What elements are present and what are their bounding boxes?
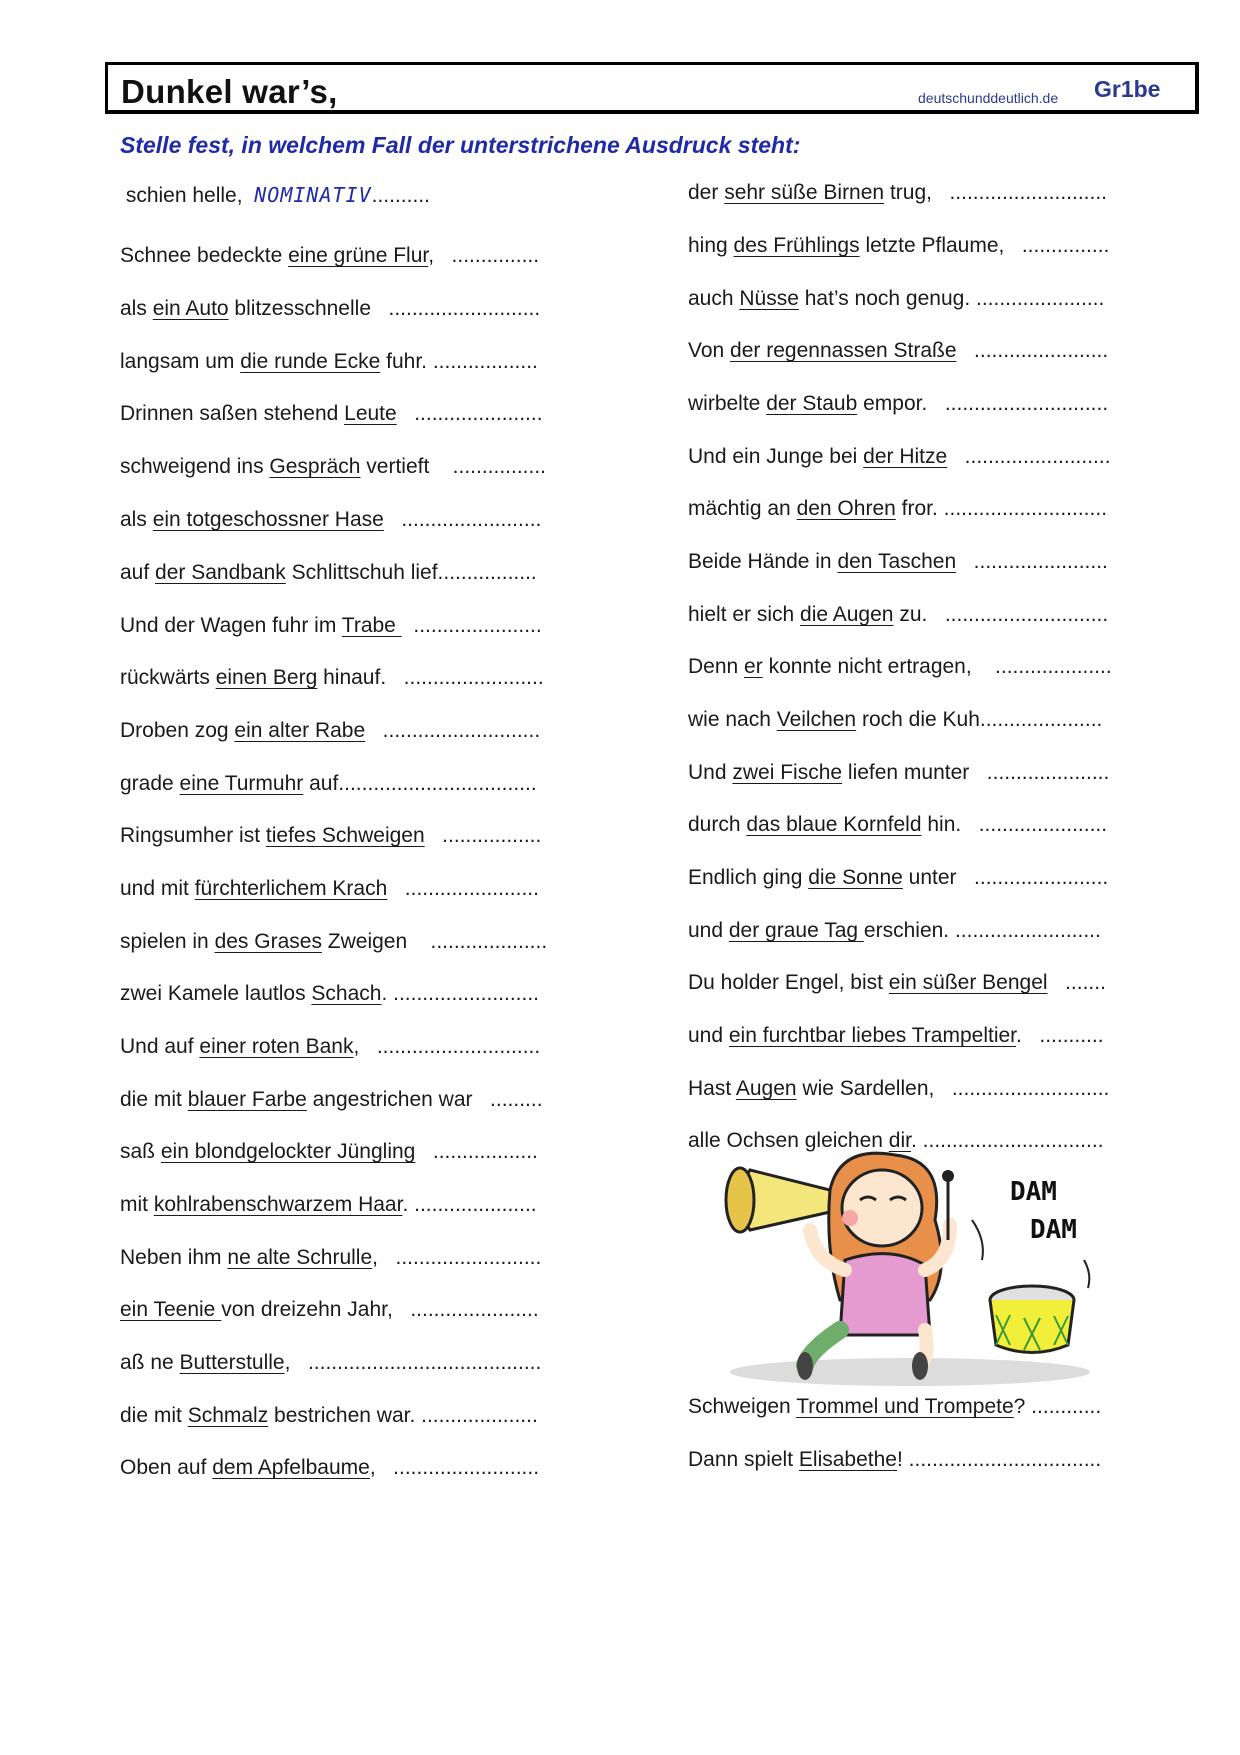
line-text: Und ein Junge bei	[688, 445, 864, 468]
line-text: spielen in	[120, 930, 215, 953]
worksheet-line	[688, 181, 1107, 205]
line-text: Zweigen ....................	[321, 930, 548, 953]
underlined-expression: einen Berg	[215, 666, 318, 689]
worksheet-line	[120, 824, 541, 848]
underlined-expression: ein alter Rabe	[234, 719, 366, 742]
line-text: ! .................................	[896, 1448, 1102, 1471]
underlined-expression: zwei Fische	[732, 761, 843, 784]
worksheet-line	[120, 455, 546, 479]
underlined-expression: Trabe	[341, 614, 402, 637]
line-text: alle Ochsen gleichen	[688, 1129, 889, 1152]
line-text: , ........................................	[284, 1351, 542, 1374]
worksheet-line	[120, 1404, 538, 1428]
line-text: saß	[120, 1140, 161, 1163]
worksheet-line	[688, 1024, 1104, 1048]
worksheet-line	[688, 813, 1107, 837]
line-text: wie Sardellen, ...........................	[796, 1077, 1110, 1100]
line-text: Hast	[688, 1077, 736, 1100]
line-text: mit	[120, 1193, 154, 1216]
underlined-expression: eine Turmuhr	[179, 772, 304, 795]
underlined-expression: ein totgeschossner Hase	[152, 508, 384, 531]
worksheet-line	[120, 1351, 541, 1375]
worksheet-line	[120, 350, 538, 374]
worksheet-header	[105, 62, 1199, 114]
line-text: trug, ...........................	[884, 181, 1107, 204]
underlined-expression: er	[744, 655, 763, 678]
line-text: . ...........	[1016, 1024, 1104, 1047]
line-text: schien helle,	[120, 184, 255, 207]
line-text: und	[688, 919, 729, 942]
line-text: als	[120, 297, 153, 320]
underlined-expression: Elisabethe	[798, 1448, 897, 1471]
worksheet-line	[688, 550, 1108, 574]
worksheet-line	[688, 603, 1108, 627]
line-text: blitzesschnelle ..........................	[228, 297, 541, 320]
worksheet-line	[120, 1035, 540, 1059]
line-text: , ............................	[353, 1035, 541, 1058]
line-text: Droben zog	[120, 719, 235, 742]
line-text: Und auf	[120, 1035, 200, 1058]
underlined-expression: Trommel und Trompete	[796, 1395, 1014, 1418]
underlined-expression: blauer Farbe	[187, 1088, 307, 1111]
underlined-expression: des Grases	[214, 930, 322, 953]
line-text: auf..................................	[303, 772, 537, 795]
line-text: , .........................	[372, 1246, 542, 1269]
worksheet-line	[688, 761, 1109, 785]
underlined-expression: die Sonne	[808, 866, 903, 889]
line-text: ? ............	[1013, 1395, 1102, 1418]
line-text: .........................	[947, 445, 1111, 468]
underlined-expression: des Frühlings	[733, 234, 860, 257]
line-text: , ...............	[428, 244, 540, 267]
line-text: langsam um	[120, 350, 241, 373]
worksheet-line	[688, 1395, 1101, 1419]
worksheet-line	[120, 402, 543, 426]
worksheet-line	[120, 297, 540, 321]
example-answer: NOMINATIV	[254, 183, 372, 207]
line-text: ..........	[371, 184, 430, 207]
underlined-expression: sehr süße Birnen	[724, 181, 885, 204]
line-text: Ringsumher ist	[120, 824, 266, 847]
line-text: , .........................	[369, 1456, 540, 1479]
line-text: . .........................	[381, 982, 539, 1005]
line-text: konnte nicht ertragen, ....................	[762, 655, 1112, 678]
line-text: von dreizehn Jahr, ......................	[221, 1298, 539, 1321]
line-text: ......................	[396, 402, 543, 425]
line-text: empor. ............................	[857, 392, 1109, 415]
underlined-expression: eine grüne Flur	[288, 244, 429, 267]
line-text: zwei Kamele lautlos	[120, 982, 312, 1005]
worksheet-line	[120, 719, 540, 743]
dam-sound-2: DAM	[1030, 1215, 1077, 1245]
underlined-expression: der regennassen Straße	[730, 339, 957, 362]
line-text: ......................	[401, 614, 542, 637]
worksheet-line	[688, 497, 1107, 521]
underlined-expression: ne alte Schrulle	[227, 1246, 373, 1269]
line-text: liefen munter .....................	[842, 761, 1110, 784]
underlined-expression: den Taschen	[837, 550, 957, 573]
line-text: Und der Wagen fuhr im	[120, 614, 342, 637]
worksheet-line	[688, 655, 1112, 679]
underlined-expression: das blaue Kornfeld	[746, 813, 922, 836]
worksheet-line	[688, 919, 1101, 943]
underlined-expression: dem Apfelbaume	[212, 1456, 370, 1479]
worksheet-line	[120, 1193, 537, 1217]
underlined-expression: der Sandbank	[155, 561, 286, 584]
line-text: Oben auf	[120, 1456, 213, 1479]
underlined-expression: der graue Tag	[728, 919, 864, 942]
worksheet-line	[688, 234, 1109, 258]
line-text: durch	[688, 813, 747, 836]
line-text: grade	[120, 772, 180, 795]
worksheet-line	[120, 1456, 539, 1480]
underlined-expression: Schmalz	[187, 1404, 269, 1427]
line-text: fror. ............................	[895, 497, 1108, 520]
worksheet-line	[120, 244, 539, 268]
line-text: letzte Pflaume, ...............	[859, 234, 1110, 257]
worksheet-line	[120, 772, 537, 796]
line-text: hielt er sich	[688, 603, 801, 626]
worksheet-line	[688, 392, 1108, 416]
line-text: bestrichen war. ....................	[268, 1404, 538, 1427]
line-text: auf	[120, 561, 156, 584]
girl-with-trumpet-and-drum-illustration	[710, 1150, 1130, 1390]
line-text: und	[688, 1024, 729, 1047]
line-text: die mit	[120, 1088, 188, 1111]
underlined-expression: die Augen	[800, 603, 894, 626]
underlined-expression: ein furchtbar liebes Trampeltier	[728, 1024, 1017, 1047]
line-text: Endlich ging	[688, 866, 809, 889]
worksheet-line	[688, 866, 1108, 890]
underlined-expression: Schach	[311, 982, 382, 1005]
line-text: Und	[688, 761, 733, 784]
line-text: Schnee bedeckte	[120, 244, 289, 267]
line-text: schweigend ins	[120, 455, 270, 478]
worksheet-line	[120, 1246, 541, 1270]
line-text: .......................	[956, 550, 1108, 573]
line-text: aß ne	[120, 1351, 180, 1374]
line-text: ..................	[415, 1140, 538, 1163]
underlined-expression: Leute	[344, 402, 397, 425]
underlined-expression: Augen	[735, 1077, 797, 1100]
line-text: .................	[424, 824, 542, 847]
worksheet-line	[120, 1088, 543, 1112]
worksheet-line	[688, 708, 1102, 732]
line-text: der	[688, 181, 725, 204]
line-text: angestrichen war .........	[306, 1088, 543, 1111]
line-text: vertieft ................	[360, 455, 547, 478]
worksheet-line	[120, 1140, 538, 1164]
worksheet-line	[688, 1077, 1109, 1101]
dam-sound-1: DAM	[1010, 1177, 1057, 1207]
worksheet-line	[688, 445, 1111, 469]
underlined-expression: der Staub	[766, 392, 858, 415]
line-text: wirbelte	[688, 392, 767, 415]
line-text: mächtig an	[688, 497, 797, 520]
underlined-expression: ein Teenie	[120, 1298, 222, 1321]
underlined-expression: kohlrabenschwarzem Haar	[153, 1193, 403, 1216]
line-text: . ...............................	[910, 1129, 1104, 1152]
worksheet-line	[120, 183, 430, 208]
underlined-expression: Nüsse	[739, 287, 799, 310]
underlined-expression: tiefes Schweigen	[265, 824, 425, 847]
line-text: Neben ihm	[120, 1246, 228, 1269]
underlined-expression: die runde Ecke	[240, 350, 381, 373]
line-text: und mit	[120, 877, 195, 900]
line-text: unter .......................	[902, 866, 1109, 889]
worksheet-line	[120, 666, 544, 690]
line-text: die mit	[120, 1404, 188, 1427]
line-text: Drinnen saßen stehend	[120, 402, 345, 425]
underlined-expression: ein Auto	[152, 297, 229, 320]
line-text: .......	[1047, 971, 1106, 994]
underlined-expression: ein blondgelockter Jüngling	[160, 1140, 416, 1163]
worksheet-line	[120, 1298, 539, 1322]
line-text: hing	[688, 234, 734, 257]
task-instruction: Stelle fest, in welchem Fall der unterstrichene Ausdruck steht:	[120, 132, 801, 158]
line-text: hat’s noch genug. ......................	[798, 287, 1105, 310]
underlined-expression: Veilchen	[776, 708, 857, 731]
underlined-expression: der Hitze	[863, 445, 948, 468]
line-text: rückwärts	[120, 666, 216, 689]
worksheet-line	[120, 930, 547, 954]
line-text: fuhr. ..................	[380, 350, 538, 373]
line-text: hin. ......................	[921, 813, 1108, 836]
line-text: Du holder Engel, bist	[688, 971, 889, 994]
underlined-expression: den Ohren	[796, 497, 896, 520]
line-text: hinauf. ........................	[317, 666, 544, 689]
line-text: ...........................	[365, 719, 541, 742]
underlined-expression: Butterstulle	[179, 1351, 285, 1374]
underlined-expression: Gespräch	[269, 455, 361, 478]
line-text: zu. ............................	[893, 603, 1109, 626]
worksheet-line	[120, 614, 542, 638]
line-text: Denn	[688, 655, 745, 678]
line-text: Dann spielt	[688, 1448, 799, 1471]
line-text: . .....................	[402, 1193, 537, 1216]
worksheet-line	[688, 339, 1108, 363]
worksheet-line	[688, 971, 1106, 995]
worksheet-line	[688, 1448, 1101, 1472]
line-text: roch die Kuh.....................	[856, 708, 1103, 731]
worksheet-line	[120, 508, 541, 532]
underlined-expression: einer roten Bank	[199, 1035, 354, 1058]
page-title: Dunkel war’s,	[121, 73, 338, 110]
line-text: wie nach	[688, 708, 777, 731]
line-text: auch	[688, 287, 740, 310]
worksheet-line	[120, 561, 537, 585]
worksheet-line	[120, 982, 539, 1006]
site-url[interactable]: deutschunddeutlich.de	[918, 90, 1059, 106]
underlined-expression: dir	[888, 1129, 911, 1152]
worksheet-line	[688, 287, 1104, 311]
underlined-expression: fürchterlichem Krach	[194, 877, 388, 900]
worksheet-code: Gr1be	[1094, 76, 1161, 102]
line-text: .......................	[387, 877, 539, 900]
line-text: ........................	[383, 508, 542, 531]
line-text: erschien. .........................	[863, 919, 1101, 942]
underlined-expression: ein süßer Bengel	[888, 971, 1048, 994]
worksheet-line	[120, 877, 539, 901]
line-text: Schweigen	[688, 1395, 797, 1418]
line-text: Beide Hände in	[688, 550, 838, 573]
line-text: .......................	[956, 339, 1109, 362]
line-text: Von	[688, 339, 731, 362]
line-text: Schlittschuh lief.................	[285, 561, 537, 584]
line-text: als	[120, 508, 153, 531]
